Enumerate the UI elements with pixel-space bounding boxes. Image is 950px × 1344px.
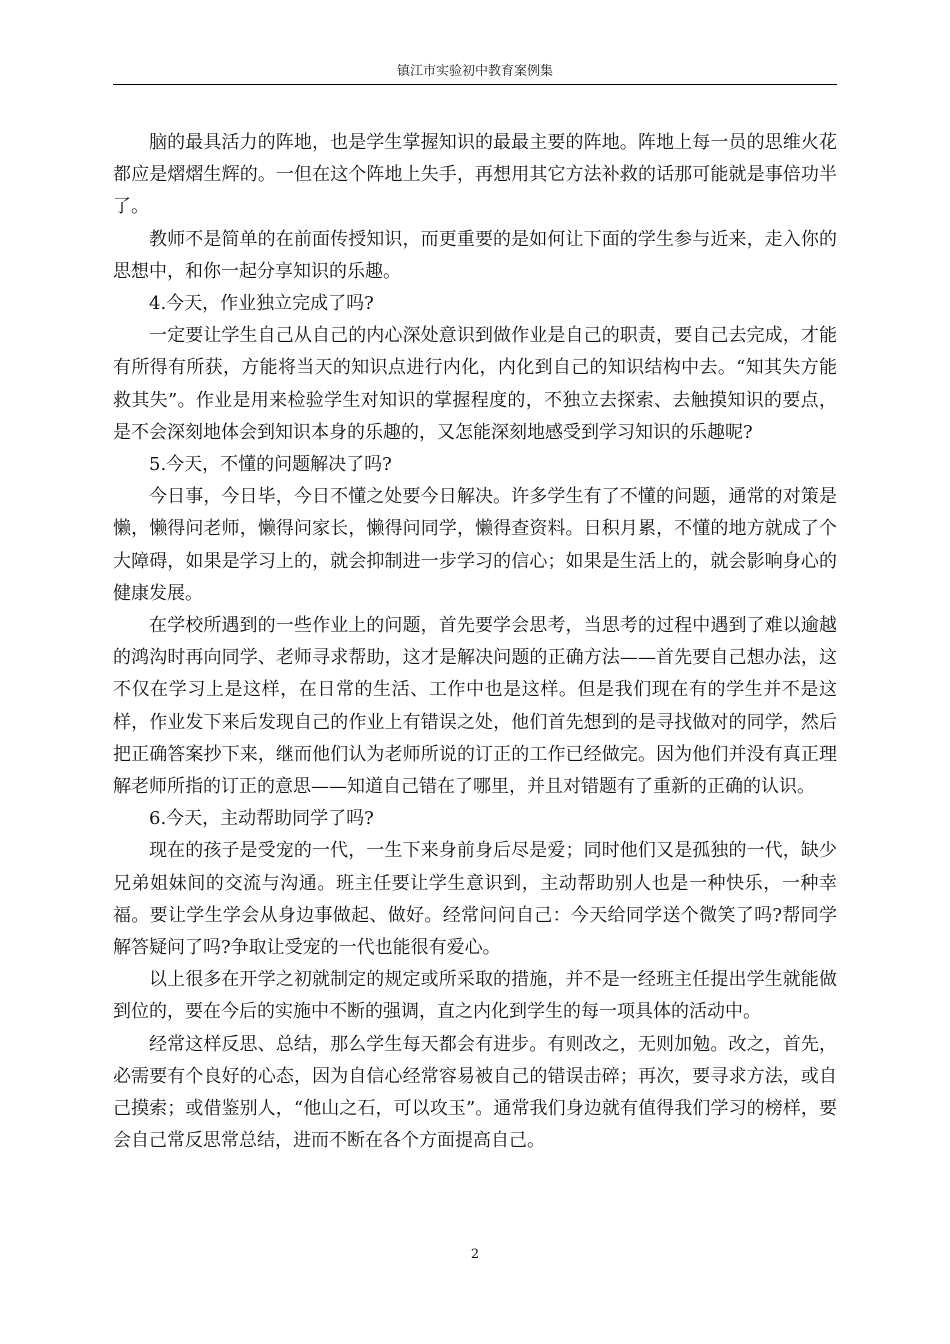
running-header: 镇江市实验初中教育案例集 <box>396 64 553 79</box>
paragraph-continuation: 脑的最具活力的阵地，也是学生掌握知识的最最主要的阵地。阵地上每一员的思维火花都应是熠熠生辉的。一但在这个阵地上失手，再想用其它方法补救的话那可能就是事倍功半了。 <box>113 132 837 218</box>
section-heading-homework: 4.今天，作业独立完成了吗? <box>149 293 374 315</box>
document-body <box>113 127 837 1158</box>
paragraph-homework: 一定要让学生自己从自己的内心深处意识到做作业是自己的职责，要自己去完成，才能有所得有所获，方能将当天的知识点进行内化，内化到自己的知识结构中去。“知其失方能救其失”。作业是用来检验学生对知识的掌握程度的，不独立去探索、去触摸知识的要点，是不会深刻地体会到知识本身的乐趣的，又怎能深刻地感受到学习知识的乐趣呢? <box>113 325 837 443</box>
section-heading-questions: 5.今天，不懂的问题解决了吗? <box>149 454 392 476</box>
paragraph-measures: 以上很多在开学之初就制定的规定或所采取的措施，并不是一经班主任提出学生就能做到位的，要在今后的实施中不断的强调，直之内化到学生的每一项具体的活动中。 <box>113 969 837 1023</box>
paragraph-problem-solving: 在学校所遇到的一些作业上的问题，首先要学会思考，当思考的过程中遇到了难以逾越的鸿沟时再向同学、老师寻求帮助，这才是解决问题的正确方法——首先要自己想办法，这不仅在学习上是这样，在日常的生活、工作中也是这样。但是我们现在有的学生并不是这样，作业发下来后发现自己的作业上有错误之处，他们首先想到的是寻找做对的同学，然后把正确答案抄下来，继而他们认为老师所说的订正的工作已经做完。因为他们并没有真正理解老师所指的订正的意思——知道自己错在了哪里，并且对错题有了重新的正确的认识。 <box>113 615 837 798</box>
paragraph-reflection: 经常这样反思、总结，那么学生每天都会有进步。有则改之，无则加勉。改之，首先，必需要有个良好的心态，因为自信心经常容易被自己的错误击碎；再次，要寻求方法，或自己摸索；或借鉴别人，“他山之石，可以攻玉”。通常我们身边就有值得我们学习的榜样，要会自己常反思常总结，进而不断在各个方面提高自己。 <box>113 1033 837 1152</box>
paragraph-questions: 今日事，今日毕，今日不懂之处要今日解决。许多学生有了不懂的问题，通常的对策是懒，懒得问老师，懒得问家长，懒得问同学，懒得查资料。日积月累，不懂的地方就成了个大障碍，如果是学习上的，就会抑制进一步学习的信心；如果是生活上的，就会影响身心的健康发展。 <box>113 486 837 604</box>
header-divider <box>113 84 837 85</box>
paragraph-helping: 现在的孩子是受宠的一代，一生下来身前身后尽是爱；同时他们又是孤独的一代，缺少兄弟姐妹间的交流与沟通。班主任要让学生意识到，主动帮助别人也是一种快乐，一种幸福。要让学生学会从身边事做起、做好。经常问问自己：今天给同学送个微笑了吗?帮同学解答疑问了吗?争取让受宠的一代也能很有爱心。 <box>113 840 837 959</box>
paragraph-teacher-role: 教师不是简单的在前面传授知识，而更重要的是如何让下面的学生参与近来，走入你的思想中，和你一起分享知识的乐趣。 <box>113 228 837 282</box>
page-number: 2 <box>470 1247 480 1262</box>
section-heading-helping: 6.今天，主动帮助同学了吗? <box>149 808 374 830</box>
